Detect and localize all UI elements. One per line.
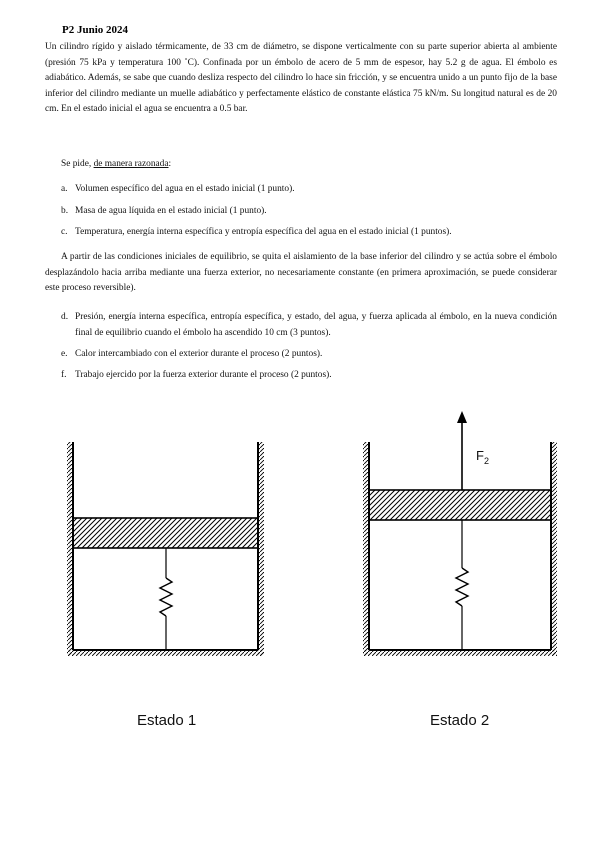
question-c: [61, 225, 557, 241]
questions-intro: [61, 159, 171, 169]
question-a: [61, 182, 557, 198]
question-d: [61, 310, 557, 341]
force-arrow-head: [457, 411, 467, 423]
question-text: Trabajo ejercido por la fuerza exterior durante el proceso (2 puntos).: [75, 370, 332, 380]
question-text: Calor intercambiado con el exterior durante el proceso (2 puntos).: [75, 349, 323, 359]
ask-suffix: :: [168, 159, 172, 169]
question-text: Temperatura, energía interna específica y entropía específica del agua en el estado inicial (1 puntos).: [75, 227, 452, 237]
question-label: f.: [61, 370, 67, 380]
problem-statement: Un cilindro rígido y aislado térmicamente, de 33 cm de diámetro, se dispone verticalmente con su parte superior abierta al ambiente (presión 75 kPa y temperatura 100 ˚C). Confinada por un émbolo de acero de 5 mm de espesor, hay 5.2 g de agua. El émbolo es adiabático. Además, se sabe que cuando desliza respecto del cilindro lo hace sin fricción, y se encuentra unido a un punto fijo de la base inferior del cilindro mediante un muelle adiabático y perfectamente elástico de constante elástica 75 kN/m. Su longitud natural es de 20 cm. En el estado inicial el agua se encuentra a 0.5 bar.: [45, 42, 557, 115]
state2-label: Estado 2: [430, 712, 490, 729]
piston-cylinder-diagram: [0, 400, 601, 740]
state1-piston: [73, 518, 258, 548]
force-label-sub: 2: [483, 456, 489, 466]
question-b: [61, 204, 557, 220]
question-label: e.: [61, 349, 68, 359]
question-label: c.: [61, 227, 68, 237]
question-label: b.: [61, 206, 69, 216]
state1-spring: [160, 578, 172, 616]
ask-prefix: Se pide,: [61, 159, 94, 169]
force-label-main: F: [476, 448, 484, 463]
question-text: Volumen específico del agua en el estado inicial (1 punto).: [75, 184, 295, 194]
state2-spring: [456, 568, 468, 606]
question-text: Presión, energía interna específica, entropía específica, y estado, del agua, y fuerza aplicada al émbolo, en la nueva condición final de equilibrio cuando el émbolo ha ascendido 10 cm (3 puntos).: [75, 312, 557, 338]
process-description: A partir de las condiciones iniciales de equilibrio, se quita el aislamiento de la base inferior del cilindro y se actúa sobre el émbolo desplazándolo hacia arriba mediante una fuerza exterior, no necesariamente constante (en primera aproximación, se puede considerar este proceso reversible).: [45, 252, 557, 294]
question-f: [61, 368, 557, 384]
state1-cylinder: [67, 442, 264, 656]
state2-cylinder: [363, 411, 557, 656]
question-text: Masa de agua líquida en el estado inicial (1 punto).: [75, 206, 267, 216]
ask-underlined: de manera razonada: [93, 159, 169, 169]
question-e: [61, 347, 557, 363]
question-label: a.: [61, 184, 68, 194]
force-label: [476, 448, 489, 466]
state1-label: Estado 1: [137, 712, 197, 729]
problem-title: P2 Junio 2024: [62, 24, 129, 36]
question-label: d.: [61, 312, 69, 322]
state2-piston: [369, 490, 551, 520]
